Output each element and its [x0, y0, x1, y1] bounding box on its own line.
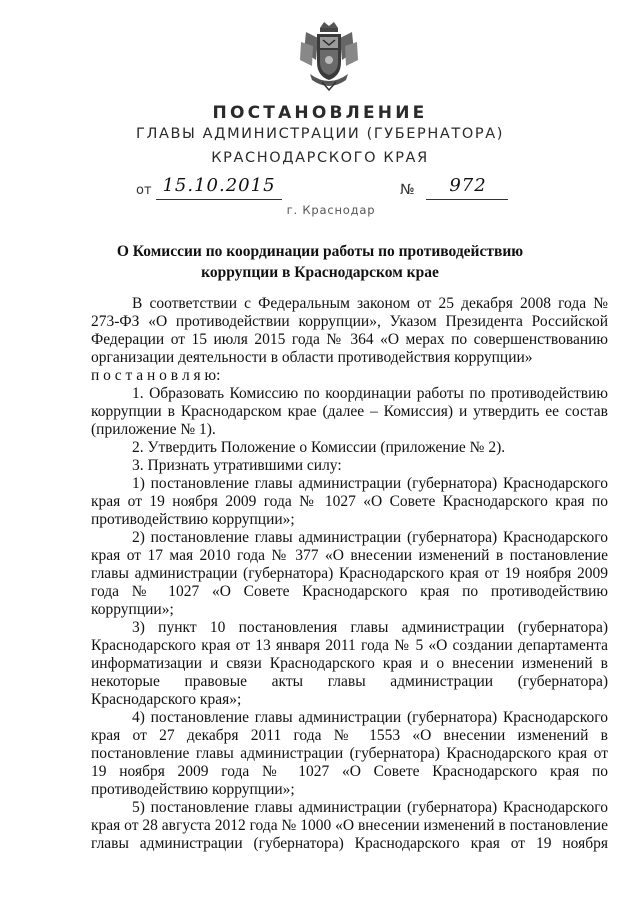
preamble-paragraph: В соответствии с Федеральным законом от 25 декабря 2008 года № 273-ФЗ «О противодействии коррупции», Указом Президента Российской Федерации от 15 июля 2015 года № 364 «О мерах по совершенствованию организации деятельности в области противодействия коррупции»: [91, 295, 608, 366]
subitem-3-paragraph: 3) пункт 10 постановления главы администрации (губернатора) Краснодарского края от 13 января 2011 года № 5 «О создании департамента информатизации и связи Краснодарского края и о внесении изменений в некоторые правовые акты главы администрации (губернатора) Краснодарского края»;: [91, 619, 608, 708]
document-body: [91, 295, 608, 853]
decree-word: п о с т а н о в л я ю:: [91, 367, 221, 384]
coat-of-arms-icon: [298, 18, 360, 92]
subitem-2-paragraph: 2) постановление главы администрации (губернатора) Краснодарского края от 17 мая 2010 года № 377 «О внесении изменений в постановление главы администрации (губернатора) Краснодарского края от 19 ноября 2009 года № 1027 «О Совете Краснодарского края по противодействию коррупции»;: [91, 529, 608, 618]
document-title-line-2: коррупции в Краснодарском крае: [201, 264, 439, 281]
item-2-paragraph: 2. Утвердить Положение о Комиссии (приложение № 2).: [132, 439, 506, 456]
issuing-authority-heading: ГЛАВЫ АДМИНИСТРАЦИИ (ГУБЕРНАТОРА): [136, 126, 504, 142]
subitem-4-paragraph: 4) постановление главы администрации (губернатора) Краснодарского края от 27 декабря 2011 года № 1553 «О внесении изменений в постановление главы администрации (губернатора) Краснодарского края от 19 ноября 2009 года № 1027 «О Совете Краснодарского края по противодействию коррупции»;: [91, 709, 608, 798]
subitem-5-paragraph: 5) постановление главы администрации (губернатора) Краснодарского края от 28 августа 2012 года № 1000 «О внесении изменений в постановление главы администрации (губернатора) Краснодарского края от 19 ноября: [91, 799, 608, 852]
item-1-paragraph: 1. Образовать Комиссию по координации работы по противодействию коррупции в Краснодарском крае (далее – Комиссия) и утвердить ее состав (приложение № 1).: [91, 385, 608, 438]
subitem-1-paragraph: 1) постановление главы администрации (губернатора) Краснодарского края от 19 ноября 2009 года № 1027 «О Совете Краснодарского края по противодействию коррупции»;: [91, 475, 608, 528]
document-title-line-1: О Комиссии по координации работы по противодействию: [116, 243, 524, 260]
document-number: 972: [449, 175, 487, 196]
document-type-heading: ПОСТАНОВЛЕНИЕ: [212, 103, 428, 123]
item-3-paragraph: 3. Признать утратившими силу:: [132, 457, 342, 474]
document-date: 15.10.2015: [162, 175, 276, 196]
number-label: №: [400, 182, 415, 198]
date-label: от: [136, 183, 152, 198]
region-heading: КРАСНОДАРСКОГО КРАЯ: [211, 150, 429, 166]
city-label: г. Краснодар: [286, 203, 376, 217]
number-underline: [426, 199, 508, 200]
date-underline: [156, 199, 282, 200]
